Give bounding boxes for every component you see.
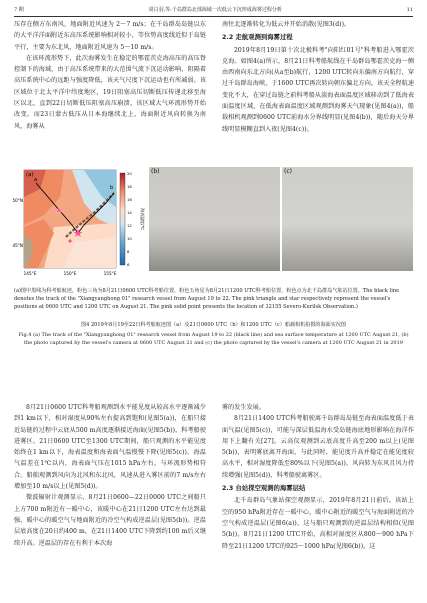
paragraph: 8月21日1400 UTC科考船驶离千岛群岛岛链至海表面温度低于表面气温(见图5(c))，可能与深层低温海水受岛链海底地形影响在海洋作用下上翻有关[27]。云高仪观测到云底高度升高至200 m以上(见图5(b))，表明雾底离开海面，与此同时，能见度升高并稳定在能见度较高水平，相对湿度降低至80%以下(见图5(a))，风向转为东风且风力持续增强(见图5(d))，科考船驶离雾区。 bbox=[222, 415, 414, 479]
sea-fog-photo-0600 bbox=[149, 167, 280, 271]
paragraph: 北千岛群岛气象站探空观测显示，2019年8月21日前后，该站上空的950 hPa附近存在一暖中心，暖中心附近的暖空气与海面附近的冷空气构成逆温层(见图6(a))，这与船只观测到的逆温层结构相似(见图5(b))。8月21日1200 UTC开始，高相对湿度区从800～900 hPa下降至21日1200 UTC的925～1000 hPa(见图6(b))，这 bbox=[222, 497, 414, 550]
station-point bbox=[68, 239, 71, 242]
lon-tick: 155°E bbox=[103, 271, 117, 276]
paragraph: 2019年8月19日第十次北极科考"向阳红01号"科考船进入鄂霍茨克海。如图4(a)所示，8月21日科考船航线在千岛群岛鄂霍茨克海一侧由西南向东北方向(从a至b)航行，1200 UTC转向东偏南方向航行，穿过千岛群岛海峡，于1600 UTC再次转向朝东偏北方向。该天全程航速变化不大，在穿过岛链之前科考船从淡海表面温度区域移动到了低海表面温度区域，在低海表面温度区域观测到海雾天气现象(见图4(a))，船载相机观测到0600 UTC前海水分界线明显(见图4(b))，随后海天分界线明显模糊直到入夜(见图4(c))。 bbox=[222, 46, 414, 133]
panel-label: (b) bbox=[151, 168, 160, 175]
colorbar-tick: 12 bbox=[127, 223, 132, 228]
figure-caption-en bbox=[14, 331, 413, 347]
lat-tick: 45°N bbox=[12, 243, 23, 248]
body-column-right-top bbox=[222, 19, 414, 135]
header-title: 周白羽,等:千岛群岛北部海域一次低云下沉形成海雾过程分析 bbox=[148, 7, 282, 13]
colorbar bbox=[120, 173, 125, 265]
figure-caption-en-text: Fig.4 (a) The track of the "Xiangyanghong 01" research vessel from August 19 to 22 (black line) and sea surface temperature at 1200 UTC August 21, (b) the photo captured by the vessel's camera at 0600 UTC August 21 and (c) the photo captured by the vessel's camera at 1200 UTC August 21 in 2019 bbox=[18, 332, 409, 346]
colorbar-tick: 16 bbox=[127, 197, 132, 202]
section-heading: 2.2 走航观测到海雾过程 bbox=[222, 34, 293, 42]
photo-panel-0600 bbox=[149, 167, 280, 285]
body-column-left-bottom bbox=[14, 402, 206, 549]
panel-label: (a) bbox=[26, 172, 34, 178]
colorbar-tick: 6 bbox=[127, 262, 130, 267]
figure-4 bbox=[14, 167, 413, 285]
paragraph: 微波辐射计观测显示，8月21日0600—22日0000 UTC之间船只上方700 m附近有一暖中心，该暖中心在21日1200 UTC左右达到最强，暖中心的暖空气与地面附近的冷空气构成逆温层(见图5(b))。逆温层底高度在20日约400 m，在21日1400 UTC下降到约100 m后又继续升高。逆温层的存在有利于本次海 bbox=[14, 494, 206, 547]
header-issue: 7 期 bbox=[14, 7, 24, 13]
lon-tick: 145°E bbox=[23, 271, 37, 276]
panel-label: (c) bbox=[284, 168, 292, 175]
colorbar-tick: 8 bbox=[127, 249, 130, 254]
colorbar-tick: 18 bbox=[127, 184, 132, 189]
paragraph: 在该环流形势下，此次海雾发生在稳定的鄂霍茨克海高压的高压脊控制下的海域，由于高压系统带来的大范围气流下沉运动影响，阻隔着高压系统中心的远距与强度降低，该天气尺度下沉运动也有所减弱。该区域位于北太平洋中纬度地区，19日阻塞高压切断低压传递北移至海区以北，直到22日切断低压阻塞高压崩溃，该区域大气环流形势开始改变。而23日蒙古低压从日本海继续北上，海面附近风向转换为南风，海雾从 bbox=[14, 54, 206, 130]
lat-tick: 50°N bbox=[12, 198, 23, 203]
body-column-right-bottom bbox=[222, 402, 414, 552]
paragraph: 8月21日0600 UTC科考船观测到水平能见度从较高水平逐渐减少到1 km以下，相对湿度从90%左右提高到饱和(见图5(a))，在船只接近岛链的过程中云底从500 m高度逐渐接近海面(见图5(b))，科考船驶进雾区。21日0600 UTC至1300 UTC期间，船只观测的水平能见度始终在1 km以下，海表温度和海表面气温慢慢下降(见图5(c))，海温气温差在1℃以内，海表面气压在1015 hPa左右，与环流形势相符合。船舶观测到风向为北风和东北风，风速从进入雾区前的7 m/s左右增加至10 m/s以上(见图5(d))。 bbox=[14, 404, 206, 491]
colorbar-tick: 10 bbox=[127, 236, 132, 241]
paragraph: 雾的发生发展。 bbox=[222, 404, 266, 411]
colorbar-title: 海表温度/℃ bbox=[140, 208, 145, 230]
sst-track-map-panel bbox=[14, 167, 146, 285]
figure-caption-cn-text: 图4 2019年8月19至22日科考船航迹图（a）及21日0600 UTC（b）和1200 UTC（c）船载相机拍摄的海面实况图 bbox=[80, 322, 346, 328]
sst-map bbox=[14, 167, 146, 285]
photo-panel-1200 bbox=[282, 167, 413, 285]
running-header bbox=[14, 4, 413, 17]
colorbar-tick: 14 bbox=[127, 210, 132, 215]
track-end-label: b bbox=[110, 185, 114, 191]
track-start-label: a bbox=[34, 177, 38, 183]
lon-tick: 150°E bbox=[63, 271, 77, 276]
figure-caption-cn bbox=[14, 321, 413, 329]
sea-fog-photo-1200 bbox=[282, 167, 413, 271]
figure-note bbox=[14, 287, 413, 311]
body-column-left-top bbox=[14, 19, 206, 132]
colorbar-tick: 20 bbox=[127, 171, 132, 176]
figure-note-text: (a)图中黑线为科考船航迹，粉色三角为8月21日0600 UTC科考船位置，粉色五角星为8月21日1200 UTC科考船位置，粉色点为北千岛群岛气象站位置。The black line denotes the track of the "Xiangyanghong 01" research vessel from August 19 to 22. The pink triangle and star respectively represent the vessel's positions at 0600 UTC and 1200 UTC on August 21. The pink solid point presents the location of 32155 Severo-Kurilsk Observation.) bbox=[14, 288, 400, 311]
paragraph: 压存在侧方东南风，地面附近风速为 2～7 m/s；在千岛群岛岛链以东的大平洋洋面附近东高压系统影响相对较小，等位势高度线近似于岛链平行，主要为东北风，地面附近风速为 5～10 m/s。 bbox=[14, 21, 206, 51]
colorbar-ticks bbox=[127, 171, 132, 267]
header-page-number: 11 bbox=[406, 7, 413, 13]
section-heading: 2.3 台站探空观测的海雾层结 bbox=[222, 485, 306, 493]
paragraph: 南往北逐渐转化为低云并开始消散(见图3(d))。 bbox=[222, 21, 351, 28]
